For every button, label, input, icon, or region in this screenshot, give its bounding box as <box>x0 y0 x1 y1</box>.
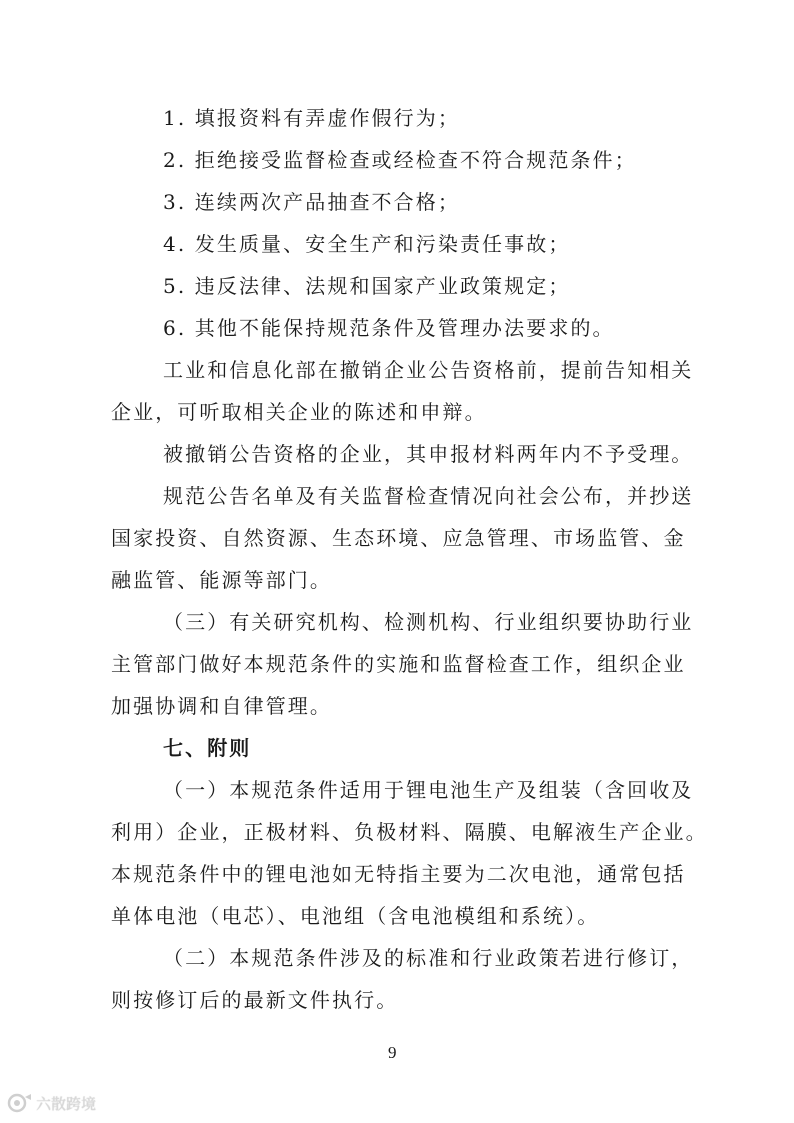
section-heading: 七、附则 <box>163 736 252 760</box>
watermark-text: 六散跨境 <box>36 1094 97 1113</box>
paragraph-line: 加强协调和自律管理。 <box>111 694 332 718</box>
list-item-3: 3. 连续两次产品抽查不合格； <box>163 190 460 214</box>
paragraph-line: 本规范条件中的锂电池如无特指主要为二次电池，通常包括 <box>111 862 686 886</box>
list-item-5: 5. 违反法律、法规和国家产业政策规定； <box>163 274 571 298</box>
list-item-1: 1. 填报资料有弄虚作假行为； <box>163 106 460 130</box>
watermark <box>6 1092 96 1114</box>
list-item-6: 6. 其他不能保持规范条件及管理办法要求的。 <box>163 316 615 340</box>
list-item-4: 4. 发生质量、安全生产和污染责任事故； <box>163 232 571 256</box>
paragraph-line: 融监管、能源等部门。 <box>111 568 332 592</box>
list-item-2: 2. 拒绝接受监督检查或经检查不符合规范条件； <box>163 148 637 172</box>
paragraph-line: 被撤销公告资格的企业，其申报材料两年内不予受理。 <box>163 442 694 466</box>
paragraph-line: 则按修订后的最新文件执行。 <box>111 988 399 1012</box>
paragraph-line: 工业和信息化部在撤销企业公告资格前，提前告知相关 <box>163 358 694 382</box>
paragraph-line: 利用）企业，正极材料、负极材料、隔膜、电解液生产企业。 <box>111 820 708 844</box>
camera-logo-icon <box>6 1092 32 1114</box>
paragraph-line: 企业，可听取相关企业的陈述和申辩。 <box>111 400 487 424</box>
paragraph-line: （三）有关研究机构、检测机构、行业组织要协助行业 <box>163 610 694 634</box>
paragraph-line: 国家投资、自然资源、生态环境、应急管理、市场监管、金 <box>111 526 686 550</box>
paragraph-line: 单体电池（电芯）、电池组（含电池模组和系统）。 <box>111 904 600 928</box>
paragraph-line: （一）本规范条件适用于锂电池生产及组装（含回收及 <box>163 778 694 802</box>
paragraph-line: 规范公告名单及有关监督检查情况向社会公布，并抄送 <box>163 484 694 508</box>
paragraph-line: （二）本规范条件涉及的标准和行业政策若进行修订， <box>163 946 694 970</box>
page-number: 9 <box>388 1043 397 1062</box>
paragraph-line: 主管部门做好本规范条件的实施和监督检查工作，组织企业 <box>111 652 686 676</box>
